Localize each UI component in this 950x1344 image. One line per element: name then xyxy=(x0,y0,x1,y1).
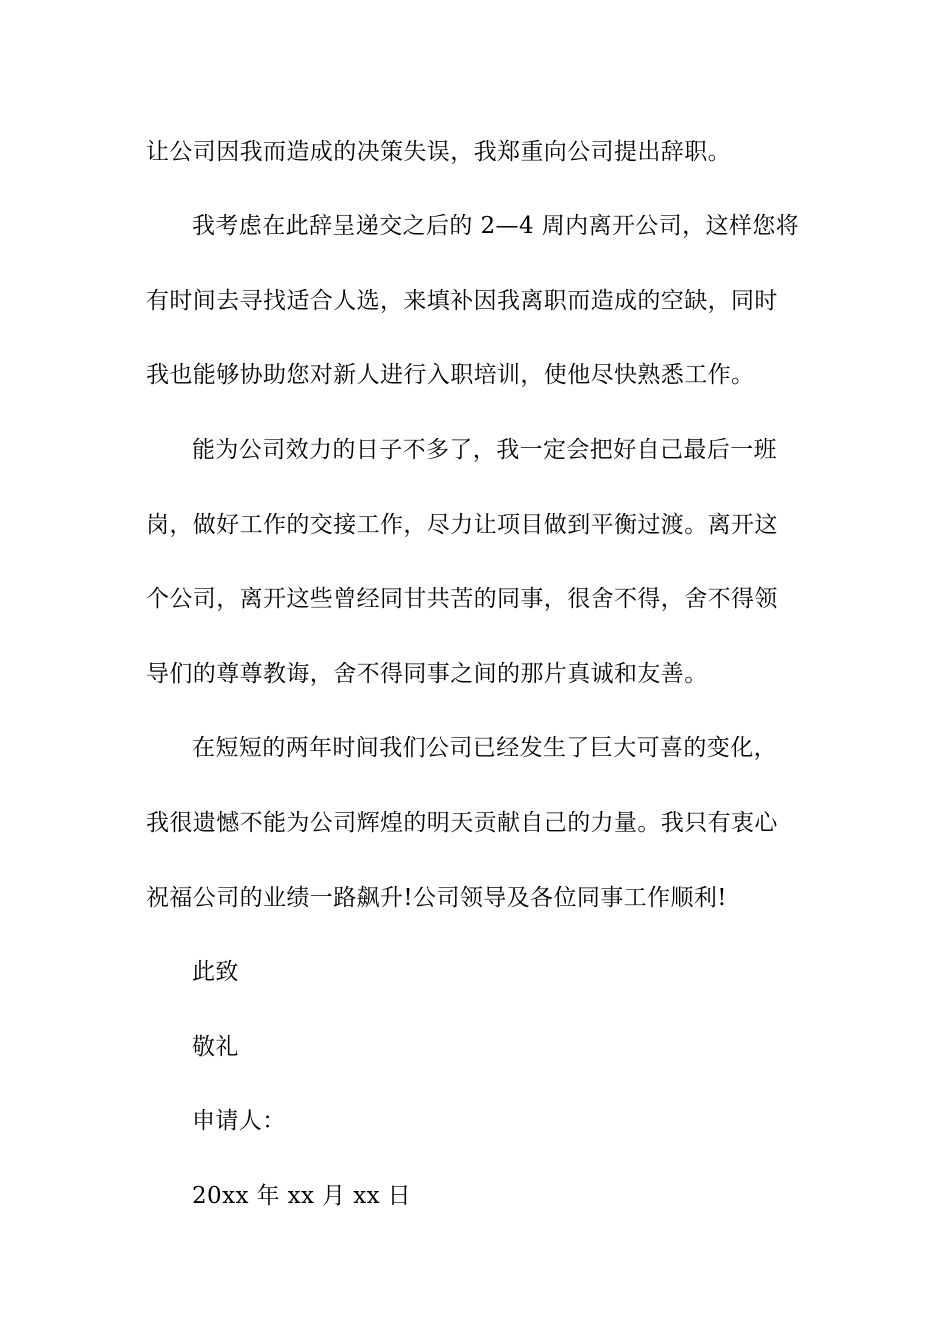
paragraph-4-line-1: 在短短的两年时间我们公司已经发生了巨大可喜的变化， xyxy=(192,735,777,761)
paragraph-3-line-3: 个公司，离开这些曾经同甘共苦的同事，很舍不得，舍不得领 xyxy=(146,586,778,612)
paragraph-2-line-3: 我也能够协助您对新人进行入职培训，使他尽快熟悉工作。 xyxy=(146,362,755,388)
paragraph-3-line-2: 岗，做好工作的交接工作，尽力让项目做到平衡过渡。离开这 xyxy=(146,512,778,538)
paragraph-3-line-4: 导们的尊尊教诲，舍不得同事之间的那片真诚和友善。 xyxy=(146,661,708,687)
closing-salutation: 此致 xyxy=(192,959,239,985)
paragraph-4-line-3: 祝福公司的业绩一路飙升!公司领导及各位同事工作顺利! xyxy=(146,885,727,911)
paragraph-3-line-1: 能为公司效力的日子不多了，我一定会把好自己最后一班 xyxy=(192,437,777,463)
paragraph-1-line-1: 让公司因我而造成的决策失误，我郑重向公司提出辞职。 xyxy=(146,139,731,165)
applicant-label: 申请人： xyxy=(192,1108,286,1134)
closing-regards: 敬礼 xyxy=(192,1034,239,1060)
paragraph-2-line-1: 我考虑在此辞呈递交之后的 2—4 周内离开公司，这样您将 xyxy=(192,213,800,239)
letter-date: 20xx 年 xx 月 xx 日 xyxy=(192,1183,412,1209)
paragraph-4-line-2: 我很遗憾不能为公司辉煌的明天贡献自己的力量。我只有衷心 xyxy=(146,810,778,836)
paragraph-2-line-2: 有时间去寻找适合人选，来填补因我离职而造成的空缺，同时 xyxy=(146,288,778,314)
